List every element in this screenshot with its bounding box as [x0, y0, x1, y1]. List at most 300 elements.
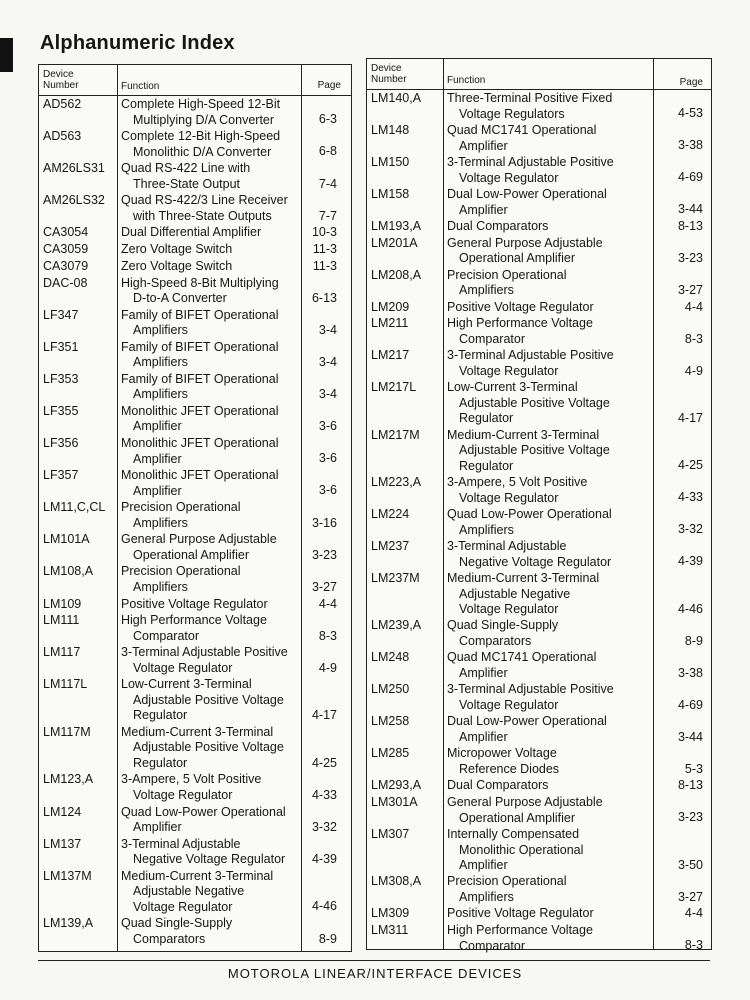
function-line: Negative Voltage Regulator [459, 554, 612, 569]
function-line: 3-Ampere, 5 Volt Positive [447, 475, 588, 489]
function-description [447, 923, 593, 954]
function-description [121, 916, 232, 947]
device-number: CA3054 [43, 225, 89, 240]
device-number: LM124 [43, 804, 82, 819]
page-reference: 3-32 [311, 819, 337, 834]
page-reference: 3-32 [677, 522, 703, 537]
function-description [121, 468, 278, 499]
function-line: Monolithic JFET Operational [121, 403, 279, 418]
page-reference: 7-4 [318, 176, 337, 191]
function-header: Function [447, 75, 486, 86]
page-reference: 4-39 [677, 554, 703, 569]
function-line: High Performance Voltage [121, 613, 267, 628]
function-description [447, 650, 596, 681]
page-reference: 4-25 [677, 458, 703, 473]
function-description [447, 187, 607, 218]
function-line: Positive Voltage Regulator [447, 299, 594, 314]
device-number: AD562 [43, 97, 82, 111]
device-number: LM137 [43, 836, 82, 851]
device-number: LM285 [371, 746, 410, 761]
device-number: LM311 [371, 923, 409, 937]
table-row [367, 682, 711, 713]
function-line: Regulator [133, 708, 188, 723]
function-line: Precision Operational [447, 267, 567, 282]
function-line: 3-Terminal Adjustable [447, 539, 567, 553]
device-number: DAC-08 [43, 275, 88, 290]
table-row [367, 91, 711, 122]
function-line: High Performance Voltage [447, 316, 593, 331]
function-line: Adjustable Negative [133, 884, 245, 899]
table-row [367, 539, 711, 570]
function-line: Quad Single-Supply [121, 916, 233, 931]
table-row [367, 906, 711, 921]
page-reference: 3-27 [677, 889, 703, 904]
table-row [39, 916, 351, 947]
table-row [367, 507, 711, 538]
function-description [447, 155, 614, 186]
function-header: Function [121, 81, 160, 92]
table-row [39, 308, 351, 339]
page-reference: 11-3 [312, 258, 337, 273]
function-line: Amplifier [133, 483, 182, 498]
function-line: Voltage Regulators [459, 106, 565, 121]
function-line: Amplifier [459, 729, 508, 744]
page-footer: MOTOROLA LINEAR/INTERFACE DEVICES [227, 966, 523, 981]
function-description [447, 380, 610, 427]
table-row [39, 225, 351, 240]
function-line: Dual Low-Power Operational [447, 187, 607, 201]
function-line: Amplifier [459, 858, 508, 872]
table-row [39, 161, 351, 192]
function-description [447, 778, 548, 794]
function-description [447, 714, 607, 745]
function-description [121, 532, 277, 563]
function-line: Medium-Current 3-Terminal [447, 571, 600, 585]
function-line: Voltage Regulator [133, 899, 233, 914]
page-reference: 8-13 [677, 778, 703, 793]
function-description [121, 242, 232, 258]
page-reference: 10-3 [311, 225, 337, 240]
function-line: Quad RS-422 Line with [121, 161, 251, 176]
function-description [447, 682, 614, 713]
function-description [121, 677, 284, 724]
device-number: LM237 [371, 539, 410, 553]
page-reference: 3-6 [318, 419, 337, 434]
page-reference: 4-4 [318, 596, 337, 611]
table-row [39, 97, 351, 128]
page-reference: 3-27 [677, 282, 703, 297]
table-row [367, 219, 711, 234]
function-line: Quad RS-422/3 Line Receiver [121, 193, 288, 208]
device-number: LM223,A [371, 475, 422, 489]
device-number: LM209 [371, 299, 410, 314]
page-reference: 4-53 [677, 106, 703, 121]
function-line: Amplifier [459, 665, 508, 680]
index-table-right [366, 58, 712, 953]
device-number: LM201A [371, 235, 418, 250]
table-row [39, 613, 351, 644]
table-row [367, 316, 711, 347]
function-line: Adjustable Positive Voltage [459, 395, 610, 410]
page-reference: 8-13 [677, 219, 703, 233]
function-line: Amplifiers [133, 515, 188, 530]
device-number: LM237M [371, 571, 420, 585]
function-line: Operational Amplifier [133, 547, 250, 562]
index-table-left [38, 64, 352, 952]
function-description [121, 772, 261, 803]
function-line: Amplifiers [133, 323, 188, 338]
function-description [121, 308, 278, 339]
function-line: Operational Amplifier [459, 251, 576, 266]
function-description [121, 129, 280, 160]
function-line: Monolithic D/A Converter [133, 144, 272, 159]
function-line: Zero Voltage Switch [121, 258, 233, 273]
page-reference: 4-17 [677, 410, 703, 425]
function-line: Regulator [459, 458, 514, 473]
function-description [447, 236, 603, 267]
function-line: Voltage Regulator [133, 787, 233, 802]
page-reference: 3-6 [318, 483, 337, 498]
device-number: LM193,A [371, 219, 422, 233]
page-reference: 4-4 [684, 906, 703, 921]
table-row [367, 187, 711, 218]
function-line: 3-Terminal Adjustable Positive [447, 348, 614, 363]
function-description [447, 91, 612, 122]
page-reference: 4-69 [677, 170, 703, 185]
device-number: LM140,A [371, 91, 422, 105]
device-number: LF353 [43, 371, 79, 386]
function-line: Amplifier [133, 820, 182, 834]
table-row [367, 714, 711, 745]
table-row [39, 805, 351, 836]
table-row [39, 404, 351, 435]
function-line: Zero Voltage Switch [121, 242, 233, 257]
table-row [39, 468, 351, 499]
table-row [367, 746, 711, 777]
function-description [447, 618, 558, 649]
page-reference: 8-3 [684, 938, 703, 953]
function-description [447, 906, 594, 922]
table-header [39, 65, 351, 96]
page-reference: 3-38 [677, 665, 703, 680]
function-description [121, 805, 286, 836]
function-description [121, 564, 241, 595]
function-description [121, 869, 273, 916]
function-line: Precision Operational [121, 564, 241, 579]
function-line: Quad Single-Supply [447, 618, 559, 633]
device-number: AD563 [43, 129, 82, 144]
device-number: LM309 [371, 906, 410, 921]
table-row [39, 193, 351, 224]
device-number: LM148 [371, 123, 410, 137]
page-reference: 3-27 [311, 579, 337, 594]
function-line: Low-Current 3-Terminal [121, 677, 252, 692]
page-reference: 3-23 [311, 547, 337, 562]
table-row [39, 340, 351, 371]
device-number: AM26LS32 [43, 193, 105, 208]
function-description [121, 340, 278, 371]
function-description [121, 225, 261, 241]
function-line: Dual Comparators [447, 778, 549, 793]
table-row [367, 778, 711, 793]
table-row [39, 772, 351, 803]
table-row [367, 123, 711, 154]
table-row [39, 532, 351, 563]
function-line: Micropower Voltage [447, 746, 557, 761]
function-line: Voltage Regulator [459, 363, 559, 378]
function-description [121, 500, 241, 531]
device-number: LF351 [43, 339, 79, 354]
function-line: Positive Voltage Regulator [121, 596, 268, 611]
function-line: Complete 12-Bit High-Speed [121, 129, 281, 144]
function-line: General Purpose Adjustable [447, 795, 603, 809]
page-reference: 4-46 [677, 601, 703, 616]
device-number: LM117L [43, 677, 88, 692]
page-reference: 4-9 [318, 660, 337, 675]
function-description [121, 837, 285, 868]
function-line: Dual Comparators [447, 219, 549, 233]
function-line: 3-Terminal Adjustable Positive [447, 682, 614, 697]
device-number: LF347 [43, 307, 79, 322]
function-description [121, 161, 250, 192]
function-line: High Performance Voltage [447, 923, 593, 937]
table-row [39, 242, 351, 257]
table-row [39, 500, 351, 531]
page-reference: 3-44 [677, 202, 703, 217]
function-line: Monolithic Operational [459, 842, 584, 857]
table-row [367, 618, 711, 649]
table-row [39, 436, 351, 467]
function-description [121, 436, 278, 467]
function-line: Regulator [133, 755, 188, 770]
page-reference: 8-3 [684, 331, 703, 346]
function-line: Comparator [459, 938, 525, 953]
page-reference: 3-4 [318, 355, 337, 370]
function-line: Monolithic JFET Operational [121, 468, 279, 483]
function-line: Family of BIFET Operational [121, 307, 279, 322]
function-description [447, 874, 567, 905]
function-line: Amplifier [459, 138, 508, 153]
page-reference: 8-3 [318, 628, 337, 643]
device-number: LM117M [43, 724, 91, 739]
function-line: Amplifiers [459, 889, 514, 904]
function-line: Voltage Regulator [133, 660, 233, 675]
function-description [447, 316, 593, 347]
function-line: Positive Voltage Regulator [447, 906, 594, 921]
function-line: General Purpose Adjustable [447, 235, 603, 250]
device-number: LM248 [371, 650, 410, 665]
device-number: LF356 [43, 436, 79, 450]
page-header: Page [317, 80, 341, 91]
function-line: 3-Terminal Adjustable [121, 836, 241, 851]
table-row [367, 236, 711, 267]
page-reference: 4-17 [311, 708, 337, 723]
page-reference: 3-38 [677, 138, 703, 153]
function-line: Negative Voltage Regulator [133, 852, 286, 867]
table-row [39, 837, 351, 868]
function-description [121, 613, 267, 644]
function-description [121, 97, 280, 128]
device-number: CA3079 [43, 258, 89, 273]
function-line: Amplifiers [459, 522, 514, 537]
function-line: Precision Operational [121, 500, 241, 515]
function-line: Voltage Regulator [459, 170, 559, 185]
page-reference: 4-33 [311, 787, 337, 802]
table-row [367, 268, 711, 299]
function-description [447, 571, 599, 618]
table-row [367, 380, 711, 426]
table-row [39, 869, 351, 915]
device-number: LM217M [371, 427, 420, 442]
function-line: 3-Ampere, 5 Volt Positive [121, 772, 262, 787]
table-row [39, 372, 351, 403]
page-header: Page [679, 77, 703, 88]
page-reference: 3-23 [677, 810, 703, 825]
function-line: Voltage Regulator [459, 490, 559, 505]
function-line: Amplifiers [459, 283, 514, 298]
page-reference: 4-39 [311, 851, 337, 866]
device-number: LM117 [43, 645, 81, 660]
table-header [367, 59, 711, 90]
page-reference: 3-44 [677, 729, 703, 744]
table-row [39, 677, 351, 723]
function-line: Adjustable Negative [459, 586, 571, 601]
table-row [39, 259, 351, 274]
function-description [447, 539, 611, 570]
page-reference: 11-3 [312, 242, 337, 257]
table-row [367, 475, 711, 506]
device-number: LM301A [371, 795, 418, 809]
footer-rule [38, 960, 710, 961]
device-number: LM293,A [371, 778, 422, 793]
page-reference: 6-13 [311, 290, 337, 305]
device-number: LF357 [43, 468, 79, 483]
function-line: Multiplying D/A Converter [133, 112, 275, 127]
function-line: Dual Low-Power Operational [447, 714, 607, 729]
function-description [121, 725, 284, 772]
function-description [121, 645, 288, 676]
device-number: LM217 [371, 348, 410, 363]
function-line: 3-Terminal Adjustable Positive [447, 155, 614, 169]
table-row [39, 129, 351, 160]
function-description [447, 219, 548, 235]
device-number: LM123,A [43, 772, 94, 787]
function-description [447, 795, 603, 826]
function-line: Medium-Current 3-Terminal [447, 427, 600, 442]
function-line: Adjustable Positive Voltage [133, 692, 284, 707]
device-number: LM158 [371, 187, 410, 201]
function-line: Monolithic JFET Operational [121, 436, 279, 450]
function-line: Dual Differential Amplifier [121, 225, 262, 240]
page-reference: 3-16 [311, 515, 337, 530]
function-line: Comparators [459, 633, 532, 648]
function-line: Medium-Current 3-Terminal [121, 724, 274, 739]
function-line: Amplifier [133, 451, 182, 466]
page-reference: 6-8 [318, 144, 337, 159]
function-line: Amplifiers [133, 355, 188, 370]
function-line: Internally Compensated [447, 827, 580, 841]
device-number: LM101A [43, 532, 90, 547]
function-line: Quad MC1741 Operational [447, 650, 597, 665]
device-number: LM308,A [371, 874, 422, 889]
device-number: LM211 [371, 316, 409, 331]
table-row [39, 725, 351, 771]
function-line: General Purpose Adjustable [121, 532, 277, 547]
function-line: Complete High-Speed 12-Bit [121, 97, 281, 111]
page-reference: 4-46 [311, 899, 337, 914]
device-number: LM224 [371, 507, 410, 521]
page-reference: 4-69 [677, 697, 703, 712]
device-number: LM150 [371, 155, 410, 169]
page-reference: 3-50 [677, 857, 703, 872]
function-line: High-Speed 8-Bit Multiplying [121, 275, 279, 290]
function-description [447, 475, 587, 506]
function-description [447, 268, 567, 299]
function-line: with Three-State Outputs [133, 208, 272, 223]
function-line: D-to-A Converter [133, 291, 227, 305]
page-reference: 4-33 [677, 490, 703, 505]
page-reference: 3-23 [677, 250, 703, 265]
function-line: Amplifier [133, 419, 182, 434]
function-line: Family of BIFET Operational [121, 371, 279, 386]
function-line: Family of BIFET Operational [121, 339, 279, 354]
device-number: LM307 [371, 827, 410, 841]
device-number: LM139,A [43, 916, 94, 931]
function-line: Adjustable Positive Voltage [459, 443, 610, 458]
device-number: LM250 [371, 682, 410, 697]
page-reference: 4-9 [684, 363, 703, 378]
page-reference: 3-6 [318, 451, 337, 466]
function-line: Reference Diodes [459, 761, 560, 776]
page-reference: 3-4 [318, 322, 337, 337]
device-number: LM137M [43, 868, 92, 883]
function-line: Quad Low-Power Operational [447, 507, 612, 521]
page-title: Alphanumeric Index [40, 32, 235, 54]
function-line: Three-State Output [133, 176, 241, 191]
table-row [39, 645, 351, 676]
device-number: LM217L [371, 380, 417, 395]
page-reference: 7-7 [318, 208, 337, 223]
function-line: Voltage Regulator [459, 602, 559, 616]
function-line: Precision Operational [447, 874, 567, 889]
page-reference: 6-3 [318, 112, 337, 127]
table-row [367, 650, 711, 681]
table-row [367, 827, 711, 873]
table-row [367, 300, 711, 315]
function-line: Three-Terminal Positive Fixed [447, 91, 613, 105]
page-reference: 4-4 [684, 299, 703, 314]
page-reference: 4-25 [311, 755, 337, 770]
function-description [121, 404, 278, 435]
function-line: Amplifier [459, 202, 508, 217]
device-number: LM208,A [371, 267, 422, 282]
function-description [447, 348, 614, 379]
function-line: Regulator [459, 411, 514, 426]
table-row [367, 874, 711, 905]
table-row [367, 795, 711, 826]
function-line: Voltage Regulator [459, 697, 559, 712]
function-description [121, 276, 279, 307]
function-description [447, 123, 596, 154]
function-description [121, 193, 288, 224]
page-reference: 5-3 [684, 761, 703, 776]
device-number: LM239,A [371, 618, 422, 633]
function-description [447, 746, 559, 777]
device-number: LM109 [43, 596, 82, 611]
function-line: Quad MC1741 Operational [447, 123, 597, 137]
device-number: LM258 [371, 714, 410, 729]
function-description [447, 507, 612, 538]
